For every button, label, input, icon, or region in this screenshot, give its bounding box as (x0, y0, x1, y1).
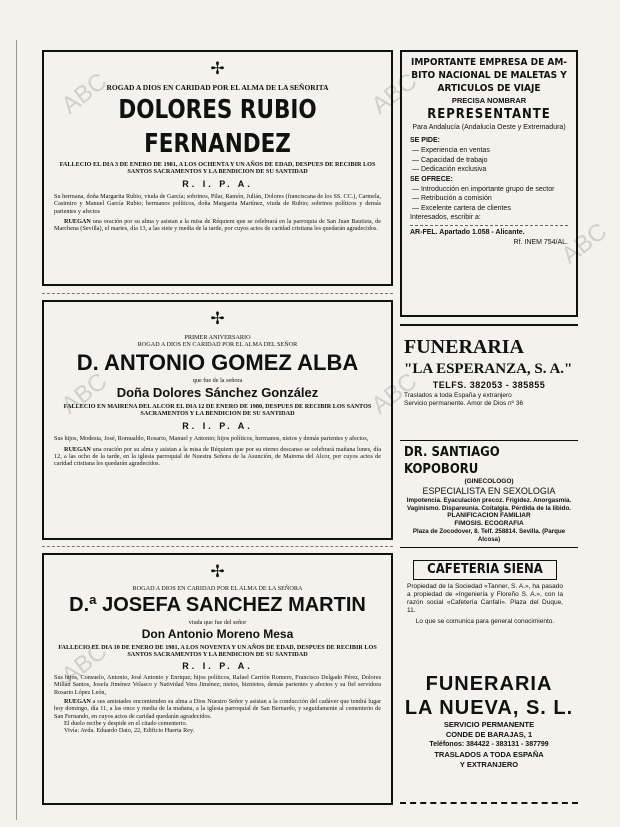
column-divider (400, 324, 578, 326)
obit-request: RUEGAN a sus amistades encomienden su alma a Dios Nuestro Señor y asistan a la conducción del cadáver que tendrá lugar hoy domingo, día 11, a las once y media de la mañana, a la iglesia parroquial de San Bernardo, y seguidamente al cementerio de San Fernando, en cuyos actos de caridad quedarán agradecidos. (54, 698, 381, 720)
obit-family: Sus hijos, Modesta, José, Romualdo, Rosario, Manuel y Antonio; hijos políticos, hermanos, nietos y demás parientes y afectos, (54, 435, 369, 443)
ad-doctor-name: DR. SANTIAGO KOPOBORU (404, 445, 500, 477)
ad-plan: PLANIFICACION FAMILIAR (447, 512, 531, 520)
ad-interesados: Interesados, escribir a: (410, 214, 481, 221)
ad-subtitle: PRECISA NOMBRAR (451, 96, 527, 105)
obit-intro: ROGAD A DIOS EN CARIDAD POR EL ALMA DE LA SEÑORA (132, 585, 303, 592)
ad-footer: Lo que se comunica para general conocimiento. (415, 618, 555, 625)
obit-note: El duelo recibe y despide en el citado cementerio. (64, 719, 188, 727)
obit-died: FALLECIO EN MAIRENA DEL ALCOR EL DIA 12 DE ENERO DE 1980, DESPUES DE RECIBIR LOS SANTOS SACRAMENTOS Y LA BENDICION DE SU SANTIDAD (63, 402, 372, 418)
ad-title: ESPECIALISTA EN SEXOLOGIA (422, 486, 556, 496)
watermark: ABC (366, 67, 423, 120)
pide-item: — Capacidad de trabajo (412, 156, 488, 164)
cross-icon: ✢ (210, 59, 225, 78)
ad-body: Impotencia. Eyaculación precoz. Frigidez. Anorgasmia. Vaginismo. Dispareunia. Coitalgia. Pérdida de la libido. (406, 497, 572, 512)
obit-name: D.ª JOSEFA SANCHEZ MARTIN (69, 594, 366, 617)
ad-specialty: (GINECOLOGO) (464, 478, 514, 485)
obit-name: D. ANTONIO GOMEZ ALBA (76, 349, 359, 375)
ad-name: "LA ESPERANZA, S. A." (404, 361, 573, 377)
column-divider (400, 802, 578, 804)
pide-item: — Dedicación exclusiva (412, 166, 487, 173)
obit-request: RUEGAN una oración por su alma y asistan a la misa de Réquiem que se celebrará en la parroquia de San Juan Bautista, de Marchena (Sevilla), el martes, día 13, a las siete y media de la tarde, por cuyos actos de caridad cristiana les quedarán agradecidos. (54, 218, 382, 233)
ad-title-line: ARTICULOS DE VIAJE (437, 83, 541, 94)
ofrece-item: — Introducción en importante grupo de sector (412, 185, 555, 193)
rip: R. I. P. A. (182, 421, 253, 432)
obit-family: Sus hijos, Consuelo, Antonio, José Antonio y Enrique; hijos políticos, Rafael Carrión Romero, Francisco Delgado Pérez, Dolores Millán Santos, Josefa Jiménez Velasco y Natividad Vera Jiménez; nietos, biznietos, demás parientes y afectos y su fiel servidora Rosario López León, (54, 674, 381, 696)
watermark: ABC (56, 367, 113, 420)
ad-title-line: BITO NACIONAL DE MALETAS Y (411, 70, 567, 81)
cross-icon: ✢ (210, 562, 225, 581)
ad-title: FUNERARIA (404, 336, 524, 358)
cross-icon: ✢ (210, 309, 225, 328)
obit-intro: ROGAD A DIOS EN CARIDAD POR EL ALMA DE LA SEÑORITA (106, 83, 329, 92)
ad-name: LA NUEVA, S. L. (404, 697, 574, 719)
ofrece-item: — Retribución a comisión (412, 195, 492, 202)
ad-representante (400, 50, 578, 317)
obituary-antonio-gomez (42, 300, 393, 540)
ad-line: Servicio permanente. Amor de Dios nº 36 (404, 400, 524, 407)
anniversary: PRIMER ANIVERSARIO (184, 334, 251, 341)
ad-funeraria-esperanza (400, 333, 578, 433)
spouse-name: Doña Dolores Sánchez González (116, 384, 319, 400)
obit-intro: ROGAD A DIOS EN CARIDAD POR EL ALMA DEL SEÑOR (137, 341, 298, 349)
ad-transfer: TRASLADOS A TODA ESPAÑA (434, 750, 544, 759)
ad-transfer: Y EXTRANJERO (459, 760, 519, 769)
rip: R. I. P. A. (182, 179, 253, 190)
ad-title-line: IMPORTANTE EMPRESA DE AM- (410, 57, 568, 68)
obit-died: FALLECIO EL DIA 3 DE ENERO DE 1981, A LOS OCHENTA Y UN AÑOS DE EDAD, DESPUES DE RECIBIR LOS SANTOS SACRAMENTOS Y LA BENDICION DE SU SANTIDAD (59, 160, 376, 175)
ad-phones: Teléfonos: 384422 - 383131 - 387799 (429, 741, 549, 748)
ad-address: Plaza de Zocodover, 8. Telf. 258814. Sevilla. (Parque Alcosa) (412, 528, 566, 543)
spouse-name: Don Antonio Moreno Mesa (141, 626, 294, 641)
column-divider (42, 546, 393, 547)
obit-died: FALLECIO EL DIA 10 DE ENERO DE 1981, A LOS NOVENTA Y UN AÑOS DE EDAD, DESPUES DE RECIBIR LOS SANTOS SACRAMENTOS Y LA BENDICION DE SU SANTIDAD (58, 643, 377, 658)
ad-cafeteria (405, 560, 565, 660)
ad-title: FUNERARIA (425, 673, 553, 695)
pide-item: — Experiencia en ventas (412, 147, 490, 154)
watermark: ABC (56, 67, 113, 120)
rip: R. I. P. A. (182, 661, 253, 672)
widow-of: que fue de la señora (192, 376, 243, 384)
ad-address: AR-FEL. Apartado 1.058 - Alicante. (410, 229, 525, 236)
ad-funeraria-nueva (400, 670, 578, 790)
widow-of: viuda que fue del señor (188, 619, 247, 627)
ad-street: CONDE DE BARAJAS, 1 (445, 730, 533, 739)
watermark: ABC (556, 217, 613, 270)
obit-name: DOLORES RUBIO FERNANDEZ (118, 94, 317, 159)
ad-phones: TELFS. 382053 - 385855 (432, 380, 546, 390)
ad-tests: FIMOSIS. ECOGRAFIA (454, 520, 524, 528)
ad-body: Propiedad de la Sociedad «Tanner, S. A.», ha pasado a propiedad de «Ingeniería y Floreño S. A.», con la razón social «Cafetería Canfalí». Plaza del Duque, 11. (407, 583, 563, 614)
ad-service: SERVICIO PERMANENTE (443, 720, 535, 729)
ad-region: Para Andalucía (Andalucía Oeste y Extremadura) (412, 124, 566, 131)
ofrece-item: — Excelente cartera de clientes (412, 204, 511, 212)
pide-list (410, 146, 568, 175)
watermark: ABC (56, 637, 113, 690)
ad-reference: Rf. INEM 754/AL. (513, 239, 568, 246)
ad-title: CAFETERIA SIENA (413, 560, 557, 580)
obituary-josefa-sanchez (42, 553, 393, 805)
obit-family: Su hermana, doña Margarita Rubio, viuda de García; sobrinos, Pilar, Ramón, Julián, Dolores (franciscana de los SS. CC.), Carmela, Casimiro y Manuel García Rubio; hermanos políticos, doña Margarita Martínez, viuda de Rubio; sobrinos políticos y demás parientes y afectos (54, 193, 381, 215)
obit-request: RUEGAN una oración por su alma y asistan a la misa de Réquiem que por su eterno descanso se celebrará mañana lunes, día 12, a las ocho de la tarde, en la iglesia parroquial de Nuestra Señora de la Asunción, de Mairena del Alcor, por cuyos actos de caridad cristiana les quedarán agradecidos. (54, 445, 381, 468)
ad-line: Traslados a toda España y extranjero (404, 392, 512, 399)
column-divider (42, 293, 393, 294)
ofrece-label: SE OFRECE: (410, 175, 453, 183)
ofrece-list (410, 185, 568, 214)
obit-address: Vivía: Avda. Eduardo Dato, 22, Edificio Huerta Rey. (64, 727, 195, 735)
divider (410, 225, 568, 226)
ad-role: REPRESENTANTE (427, 107, 551, 122)
obituary-dolores-rubio (42, 50, 393, 286)
ad-doctor (400, 440, 578, 548)
watermark: ABC (366, 367, 423, 420)
pide-label: SE PIDE: (410, 137, 440, 144)
margin-mark (16, 40, 17, 820)
